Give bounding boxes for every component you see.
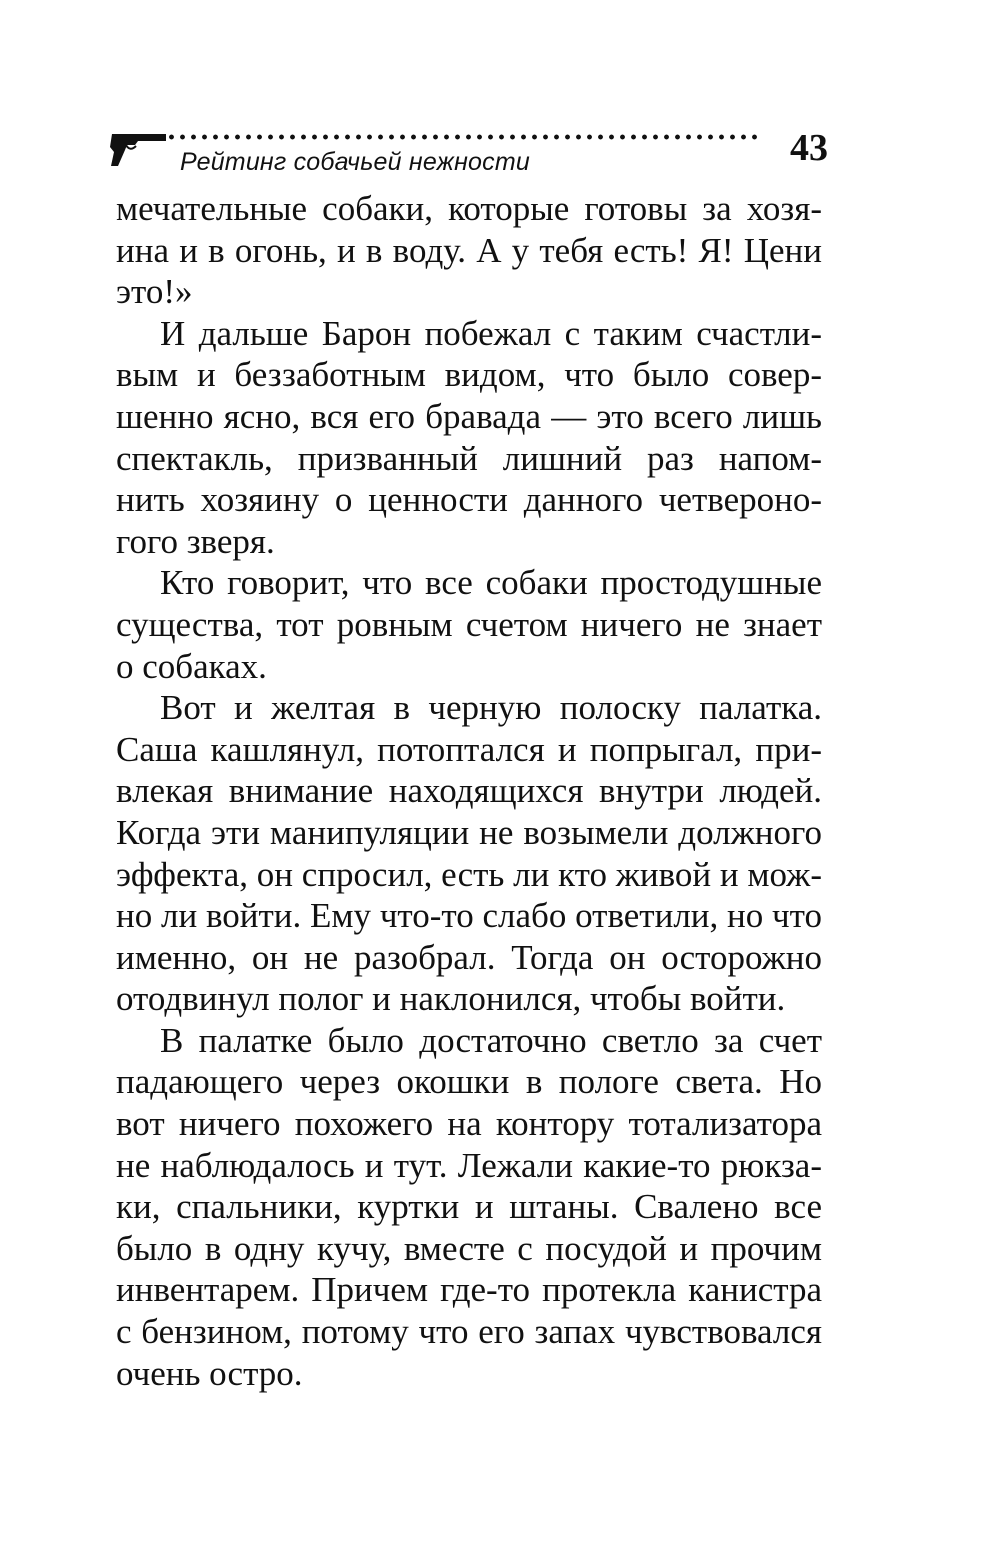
revolver-icon bbox=[108, 130, 170, 170]
running-title: Рейтинг собачьей нежности bbox=[180, 148, 530, 176]
paragraph bbox=[116, 188, 822, 313]
text-line: влекая внимание находящихся внутри людей. bbox=[116, 771, 822, 811]
text-line: падающего через окошки в пологе света. Но bbox=[116, 1062, 822, 1102]
text-line: Кто говорит, что все собаки простодушные bbox=[160, 563, 822, 603]
text-line: не наблюдалось и тут. Лежали какие-то рюкза- bbox=[116, 1145, 822, 1185]
paragraph bbox=[116, 687, 822, 1020]
text-line: ина и в огонь, и в воду. А у тебя есть! Я! Цени bbox=[116, 230, 822, 270]
running-header bbox=[108, 122, 828, 192]
text-line: очень остро. bbox=[116, 1353, 303, 1393]
text-line: существа, тот ровным счетом ничего не знает bbox=[116, 604, 822, 644]
text-line: спектакль, призванный лишний раз напом- bbox=[116, 438, 822, 478]
text-line: Саша кашлянул, потоптался и попрыгал, при- bbox=[116, 729, 822, 769]
paragraph bbox=[116, 1020, 822, 1394]
text-line: Вот и желтая в черную полоску палатка. bbox=[160, 688, 822, 728]
page-number: 43 bbox=[790, 127, 828, 169]
text-line: это!» bbox=[116, 272, 193, 312]
paragraph bbox=[116, 562, 822, 687]
text-line: гого зверя. bbox=[116, 521, 275, 561]
text-line: вым и беззаботным видом, что было совер- bbox=[116, 355, 822, 395]
text-line: с бензином, потому что его запах чувствовался bbox=[116, 1312, 822, 1352]
paragraph bbox=[116, 313, 822, 563]
text-line: инвентарем. Причем где-то протекла канистра bbox=[116, 1270, 822, 1310]
text-line: нить хозяину о ценности данного четвероно- bbox=[116, 480, 822, 520]
text-line: эффекта, он спросил, есть ли кто живой и мож- bbox=[116, 854, 822, 894]
text-line: мечательные собаки, которые готовы за хозя- bbox=[116, 189, 822, 228]
text-line: Когда эти манипуляции не возымели должного bbox=[116, 812, 822, 852]
text-line: отодвинул полог и наклонился, чтобы войти. bbox=[116, 979, 786, 1019]
dotted-rule bbox=[166, 134, 762, 140]
text-line: И дальше Барон побежал с таким счастли- bbox=[160, 313, 822, 353]
text-line: В палатке было достаточно светло за счет bbox=[160, 1020, 822, 1060]
text-line: шенно ясно, вся его бравада — это всего лишь bbox=[116, 396, 822, 436]
text-line: было в одну кучу, вместе с посудой и прочим bbox=[116, 1228, 822, 1268]
text-line: о собаках. bbox=[116, 646, 267, 686]
text-line: вот ничего похожего на контору тотализатора bbox=[116, 1104, 822, 1144]
page-body bbox=[116, 188, 822, 1394]
text-line: но ли войти. Ему что-то слабо ответили, но что bbox=[116, 896, 822, 936]
text-line: ки, спальники, куртки и штаны. Свалено все bbox=[116, 1187, 822, 1227]
text-line: именно, он не разобрал. Тогда он осторожно bbox=[116, 937, 822, 977]
